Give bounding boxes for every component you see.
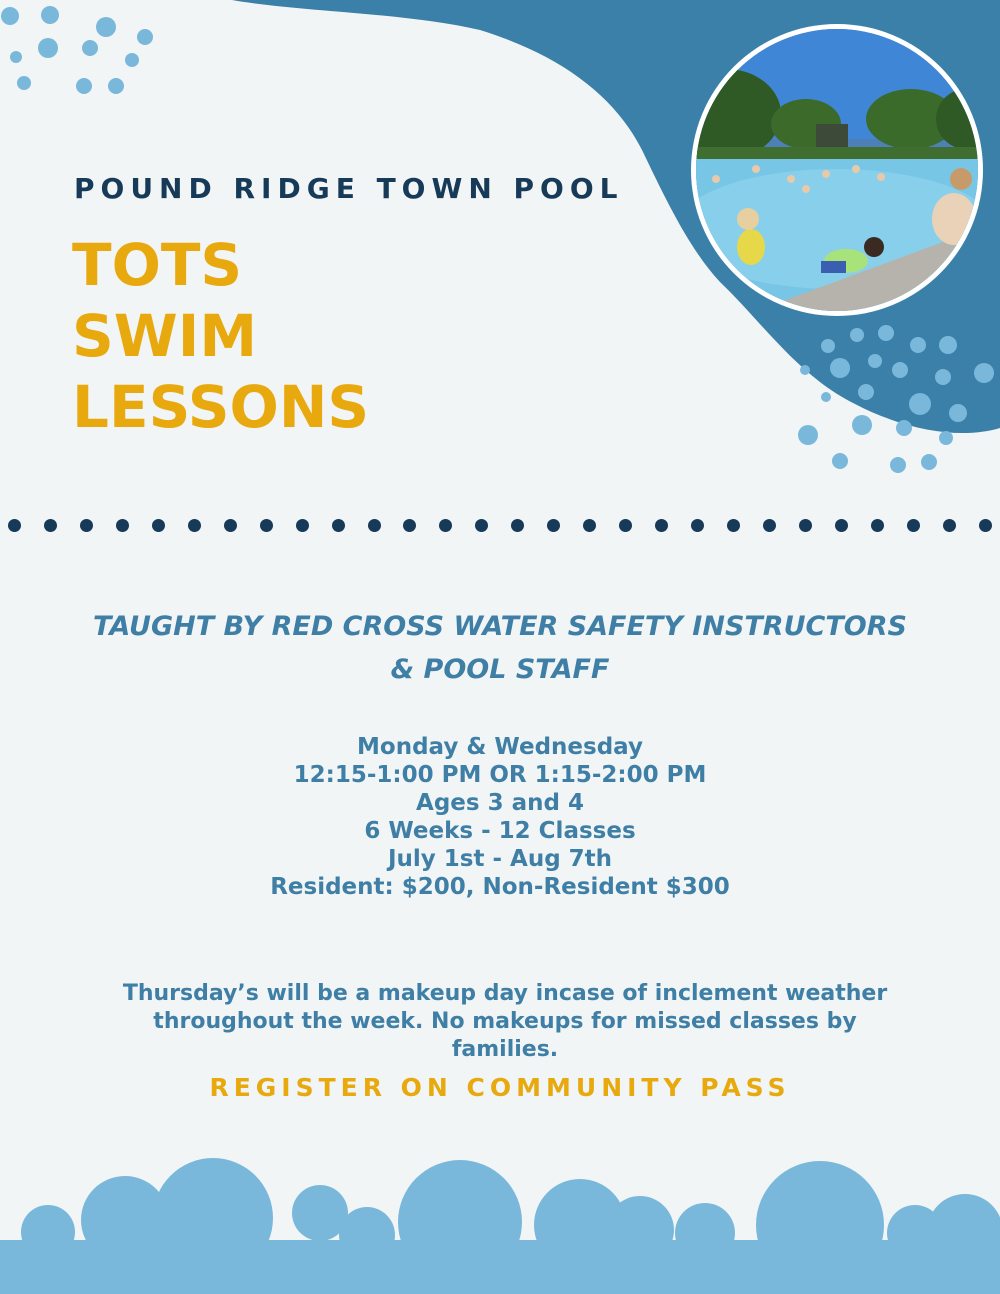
register-cta: REGISTER ON COMMUNITY PASS (209, 1073, 791, 1102)
detail-line: Ages 3 and 4 (416, 790, 584, 816)
title-line: LESSONS (72, 373, 370, 441)
instructors-line: & POOL STAFF (390, 654, 610, 685)
venue-name: POUND RIDGE TOWN POOL (74, 172, 624, 205)
page-title (72, 230, 369, 443)
top-left-dots (1, 6, 153, 94)
pool-photo-illustration (696, 29, 978, 311)
pool-photo (691, 24, 983, 316)
detail-line: July 1st - Aug 7th (387, 846, 613, 872)
bottom-clouds (0, 1158, 1000, 1294)
title-line: TOTS (72, 231, 243, 299)
instructors-heading (50, 605, 950, 691)
detail-line: Monday & Wednesday (357, 734, 643, 760)
instructors-line: TAUGHT BY RED CROSS WATER SAFETY INSTRUCTORS (93, 611, 907, 642)
detail-line: 12:15-1:00 PM OR 1:15-2:00 PM (293, 762, 707, 788)
title-line: SWIM (72, 302, 258, 370)
detail-line: Resident: $200, Non-Resident $300 (270, 874, 730, 900)
schedule-details (50, 733, 950, 901)
detail-line: 6 Weeks - 12 Classes (364, 818, 636, 844)
makeup-note: Thursday’s will be a makeup day incase of inclement weather throughout the week. No makeups for missed classes by families. (122, 981, 888, 1062)
dotted-divider (8, 519, 992, 532)
